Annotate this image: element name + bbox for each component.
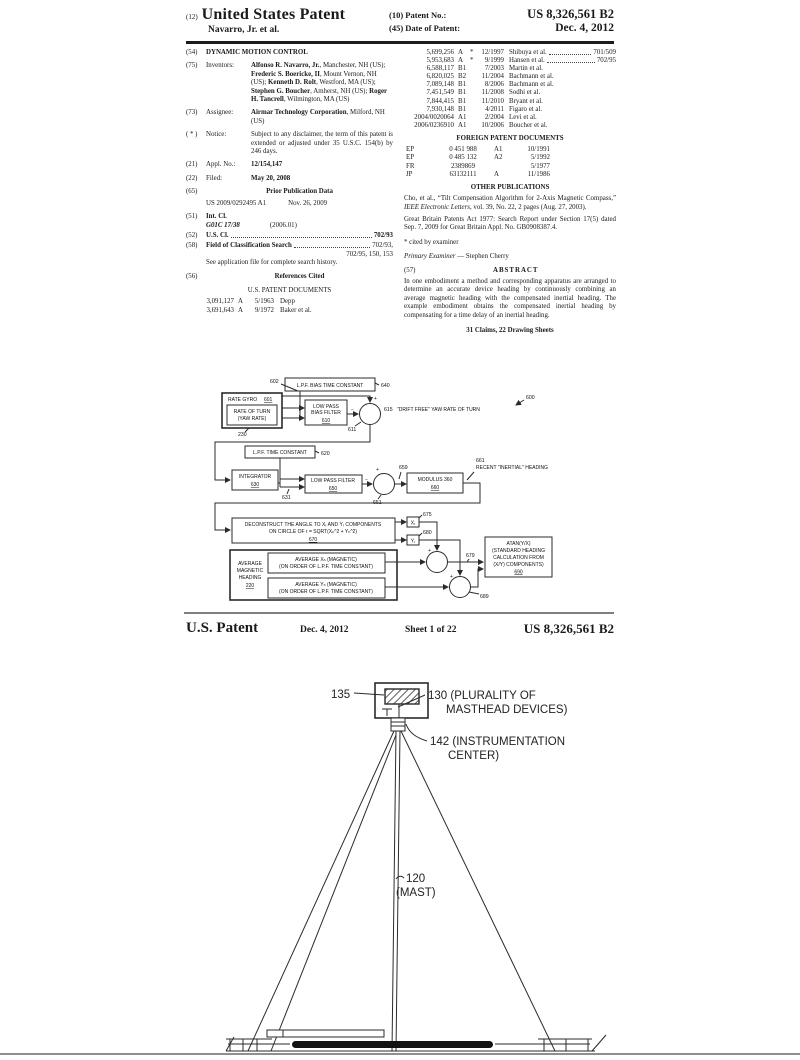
instrumentation-center-block: [391, 718, 405, 731]
foreign-doc-row: EP 0 451 988 A1 10/1991: [406, 146, 550, 154]
leader-dots: [294, 242, 370, 248]
ref-659: 659: [399, 465, 408, 471]
primary-examiner: Primary Examiner — Stephen Cherry: [404, 253, 509, 261]
ind-code-12: (12): [186, 13, 198, 21]
ref-602: 602: [270, 379, 279, 385]
search-note: See application file for complete search history.: [206, 259, 338, 267]
page-divider-rule: [184, 612, 614, 614]
us-ref-row: 3,091,127 A 5/1963 Depp: [206, 298, 295, 306]
page-title: United States Patent: [201, 6, 346, 23]
left-column: [186, 49, 393, 335]
us-doc-row: 7,089,148 B1 8/2006 Bachmann et al.: [426, 81, 554, 89]
ref-660: 660: [430, 485, 440, 491]
foreign-docs-title: FOREIGN PATENT DOCUMENTS: [456, 134, 564, 142]
ref-661: 661: [476, 458, 485, 464]
summing-junction-651: [374, 474, 395, 495]
ref-610: 610: [321, 418, 331, 424]
svg-text:L.P.F. BIAS TIME CONSTANT: L.P.F. BIAS TIME CONSTANT: [296, 383, 364, 389]
us-doc-row: 7,451,549 B1 11/2008 Sodhi et al.: [426, 89, 541, 97]
abstract-heading: (57) ABSTRACT: [404, 267, 616, 275]
ref-142-line2: CENTER): [448, 750, 500, 762]
ref-130-line2: MASTHEAD DEVICES): [446, 704, 568, 716]
field-58-search: (58) Field of Classification Search 702/93, 702/95, 150, 153 See application file for complete search history.: [186, 242, 393, 267]
inventor-party: Navarro, Jr. et al.: [208, 25, 280, 35]
right-column: [404, 49, 616, 335]
ref-670: 670: [308, 537, 318, 543]
us-doc-row: 7,844,415 B1 11/2010 Bryant et al.: [426, 97, 543, 105]
patent-number: US 8,326,561 B2: [527, 7, 614, 21]
foreign-doc-row: FR 2389869 5/1977: [406, 162, 550, 170]
svg-text:LOW PASS FILTER: LOW PASS FILTER: [311, 478, 355, 484]
header-left: [186, 6, 345, 35]
us-ref-row: 3,691,643 A 9/1972 Baker et al.: [206, 306, 312, 314]
svg-text:AVERAGE Xₕ (MAGNETIC): AVERAGE Xₕ (MAGNETIC): [295, 557, 357, 563]
field-51-int-cl: (51) Int. Cl. G01C 17/38 (2006.01): [186, 213, 297, 229]
publication-2: Great Britain Patents Act 1977: Search Report under Section 17(5) dated Sep. 7, 2009 for Great Britain Appl. No. GB0908387.4.: [404, 215, 616, 232]
ref-620: 620: [321, 451, 330, 457]
us-patent-docs-title: U.S. PATENT DOCUMENTS: [247, 286, 332, 294]
abstract-title: ABSTRACT: [492, 266, 539, 274]
block-diagram-figure: [200, 372, 620, 614]
svg-text:CALCULATION FROM: CALCULATION FROM: [493, 555, 544, 561]
sheet-date: Dec. 4, 2012: [300, 625, 349, 635]
average-xh-box: [268, 553, 385, 573]
svg-text:RATE OF TURN: RATE OF TURN: [233, 409, 271, 415]
ref-120-mast: (MAST): [396, 887, 436, 899]
svg-text:LOW PASS: LOW PASS: [313, 404, 339, 410]
us-patent-label: U.S. Patent: [186, 620, 259, 636]
svg-text:ATAN(Y/X): ATAN(Y/X): [506, 541, 531, 547]
svg-text:HEADING: HEADING: [238, 575, 262, 581]
svg-text:−: −: [351, 407, 354, 413]
us-doc-row: 5,699,256 A * 12/1997 Shibuya et al. 701/509: [426, 49, 616, 56]
date-of-patent-label: (45) Date of Patent:: [389, 23, 461, 33]
foreign-doc-row: EP 0 485 132 A2 5/1992: [406, 154, 550, 162]
ref-679: 679: [466, 553, 475, 559]
us-cl-value: 702/93: [373, 231, 393, 239]
us-doc-row: 7,930,148 B1 4/2011 Figaro et al.: [426, 105, 543, 113]
summing-junction-679: [427, 552, 448, 573]
recent-inertial-heading-label: RECENT "INERTIAL" HEADING: [476, 465, 548, 471]
leader-dots: [549, 49, 592, 55]
ref-689: 689: [480, 594, 489, 600]
inventors-list: Alfonso R. Navarro, Jr., Manchester, NH (US); Frederic S. Boericke, II, Mount Vernon, NH (US); Kenneth D. Rolt, Westford, MA (US); Stephen G. Boucher, Amherst, NH (US); Roger H. Tancrell, Wilmington, MA (US): [251, 62, 387, 104]
wind-vane-icon: [382, 709, 392, 716]
field-73-assignee: (73) Assignee: Airmar Technology Corporation, Milford, NH (US): [186, 109, 393, 126]
ref-650: 650: [328, 486, 338, 492]
ref-630: 630: [250, 482, 260, 488]
svg-text:AVERAGE: AVERAGE: [238, 561, 262, 567]
ref-142-line1: 142 (INSTRUMENTATION: [430, 736, 566, 748]
ref-631: 631: [282, 495, 291, 501]
svg-text:L.P.F. TIME CONSTANT: L.P.F. TIME CONSTANT: [253, 450, 307, 456]
prior-pub-number: US 2009/0292495 A1: [206, 199, 267, 207]
summing-junction-615: [360, 404, 381, 425]
front-page-columns: [186, 49, 616, 335]
references-cited-title: References Cited: [274, 272, 325, 280]
notice-text: Subject to any disclaimer, the term of this patent is extended or adjusted under 35 U.S.C. 154(b) by 246 days.: [251, 131, 393, 156]
field-65-prior-pub: (65) Prior Publication Data US 2009/0292495 A1 Nov. 26, 2009: [186, 188, 393, 208]
abstract-text: In one embodiment a method and corresponding apparatus are arranged to determine an accurate device heading by continuously combining an average magnetic heading with the compensated inertial heading. The example embodiment obtains the compensated inertial heading by compensating for a time delay of an inertial heading.: [404, 277, 616, 319]
svg-text:RATE GYRO: RATE GYRO: [228, 397, 258, 403]
prior-pub-date: Nov. 26, 2009: [288, 199, 328, 207]
svg-text:−: −: [365, 477, 368, 483]
deck-rail-bar: [292, 1041, 493, 1048]
foreign-doc-row: JP 63132111 A 11/1986: [406, 170, 550, 178]
average-yh-box: [268, 578, 385, 598]
assignee: Airmar Technology Corporation, Milford, NH (US): [251, 109, 385, 125]
patent-no-label: (10) Patent No.:: [389, 10, 447, 20]
ref-690: 690: [514, 569, 523, 576]
ref-651: 651: [373, 500, 382, 506]
rate-of-turn-box: [227, 405, 277, 425]
drawing-sheet-header: [186, 620, 614, 642]
svg-text:+: +: [428, 548, 431, 554]
field-56-references: (56) References Cited U.S. PATENT DOCUMENTS 3,091,127 A 5/1963 Depp 3,691,643 A 9/1972 Baker et al.: [186, 273, 393, 315]
sheet-patent-number: US 8,326,561 B2: [523, 621, 614, 636]
ref-640: 640: [381, 383, 390, 389]
header-right: [389, 8, 614, 35]
ref-130-line1: 130 (PLURALITY OF: [428, 690, 536, 702]
ref-600: 600: [526, 395, 535, 401]
sheet-number: Sheet 1 of 22: [405, 625, 457, 635]
application-number: 12/154,147: [251, 161, 283, 169]
us-doc-row: 2006/0236910 A1 10/2006 Boucher et al.: [414, 121, 548, 129]
prior-pub-title: Prior Publication Data: [266, 188, 333, 196]
ref-615: 615: [384, 407, 393, 413]
ref-611: 611: [348, 427, 357, 433]
header-rule: [186, 41, 614, 44]
field-notice: ( * ) Notice: Subject to any disclaimer, the term of this patent is extended or adjusted under 35 U.S.C. 154(b) by 246 days.: [186, 131, 393, 156]
filing-date: May 20, 2008: [251, 174, 291, 182]
svg-text:INTEGRATOR: INTEGRATOR: [238, 474, 272, 480]
int-cl-class: G01C 17/38: [206, 221, 240, 229]
svg-text:(X/Y) COMPONENTS): (X/Y) COMPONENTS): [493, 562, 544, 568]
svg-text:(STANDARD HEADING: (STANDARD HEADING: [492, 548, 545, 554]
masthead-sensor-hatched: [385, 689, 419, 704]
ref-120: 120: [406, 873, 426, 885]
sailboat-figure: [140, 660, 660, 1054]
us-doc-row: 2004/0020064 A1 2/2004 Levi et al.: [414, 113, 537, 121]
svg-text:MODULUS 360: MODULUS 360: [417, 477, 453, 483]
svg-text:MAGNETIC: MAGNETIC: [236, 568, 264, 574]
svg-text:(ON ORDER OF L.P.F. TIME CONST: (ON ORDER OF L.P.F. TIME CONSTANT): [279, 589, 373, 595]
svg-text:Yᵣ: Yᵣ: [410, 538, 416, 545]
svg-text:(ON ORDER OF L.P.F. TIME CONST: (ON ORDER OF L.P.F. TIME CONSTANT): [279, 564, 373, 570]
svg-text:ON CIRCLE OF r = SQRT(Xₕ^2 + Y: ON CIRCLE OF r = SQRT(Xₕ^2 + Yₕ^2): [268, 529, 358, 535]
patent-front-header: [186, 6, 614, 42]
invention-title: DYNAMIC MOTION CONTROL: [206, 49, 308, 56]
ref-675: 675: [423, 512, 432, 518]
svg-text:DECONSTRUCT THE ANGLE TO Xᵣ AN: DECONSTRUCT THE ANGLE TO Xᵣ AND Yᵣ COMPONENTS: [244, 522, 382, 528]
us-doc-row: 5,953,683 A * 9/1999 Hansen et al. 702/95: [426, 57, 616, 65]
svg-text:+: +: [376, 467, 379, 473]
field-22-filed: (22) Filed: May 20, 2008: [186, 174, 291, 182]
svg-text:+: +: [450, 574, 453, 580]
ref-220: 220: [245, 583, 255, 589]
foreign-documents-list: [404, 146, 616, 178]
us-doc-row: 6,820,025 B2 11/2004 Bachmann et al.: [426, 73, 554, 81]
ref-601: 601: [264, 397, 273, 403]
svg-text:Xᵣ: Xᵣ: [410, 520, 416, 527]
us-doc-row: 6,588,117 B1 7/2003 Martin et al.: [426, 65, 543, 73]
field-52-us-cl: (52) U.S. Cl. 702/93: [186, 231, 393, 239]
search-classes-2: 702/95, 150, 153: [346, 250, 393, 258]
other-publications-title: OTHER PUBLICATIONS: [470, 183, 550, 191]
leader-dots: [231, 232, 372, 238]
publication-1: Cho, et al., “Tilt Compensation Algorithm for 2-Axis Magnetic Compass,” IEEE Electronic Letters, vol. 39, No. 22, 2 pages (Aug. 27, 2003).: [404, 195, 616, 211]
date-of-patent: Dec. 4, 2012: [555, 22, 614, 34]
scan-edge-line: [0, 1053, 800, 1055]
ref-230: 230: [238, 432, 247, 438]
svg-text:AVERAGE Yₕ (MAGNETIC): AVERAGE Yₕ (MAGNETIC): [295, 582, 357, 588]
field-75-inventors: (75) Inventors: Alfonso R. Navarro, Jr., Manchester, NH (US); Frederic S. Boericke, II, Mount Vernon, NH (US); Kenneth D. Rolt, Westford, MA (US); Stephen G. Boucher, Amherst, NH (US); Roger H. Tancrell, Wilmington, MA (US): [186, 62, 393, 104]
svg-text:BIAS FILTER: BIAS FILTER: [311, 410, 341, 416]
svg-text:+: +: [374, 396, 377, 402]
leader-dots: [547, 57, 595, 63]
field-54-title: (54) DYNAMIC MOTION CONTROL: [186, 49, 308, 56]
svg-text:(YAW RATE): (YAW RATE): [237, 416, 267, 422]
field-21-appl-no: (21) Appl. No.: 12/154,147: [186, 161, 283, 169]
ref-680: 680: [423, 530, 432, 536]
claims-summary: 31 Claims, 22 Drawing Sheets: [466, 327, 554, 334]
cited-by-examiner: * cited by examiner: [404, 238, 459, 246]
boom: [267, 1030, 384, 1037]
us-patent-documents-list: [404, 49, 616, 130]
ref-135: 135: [331, 689, 351, 701]
drift-free-label: "DRIFT FREE" YAW RATE OF TURN: [397, 407, 480, 413]
